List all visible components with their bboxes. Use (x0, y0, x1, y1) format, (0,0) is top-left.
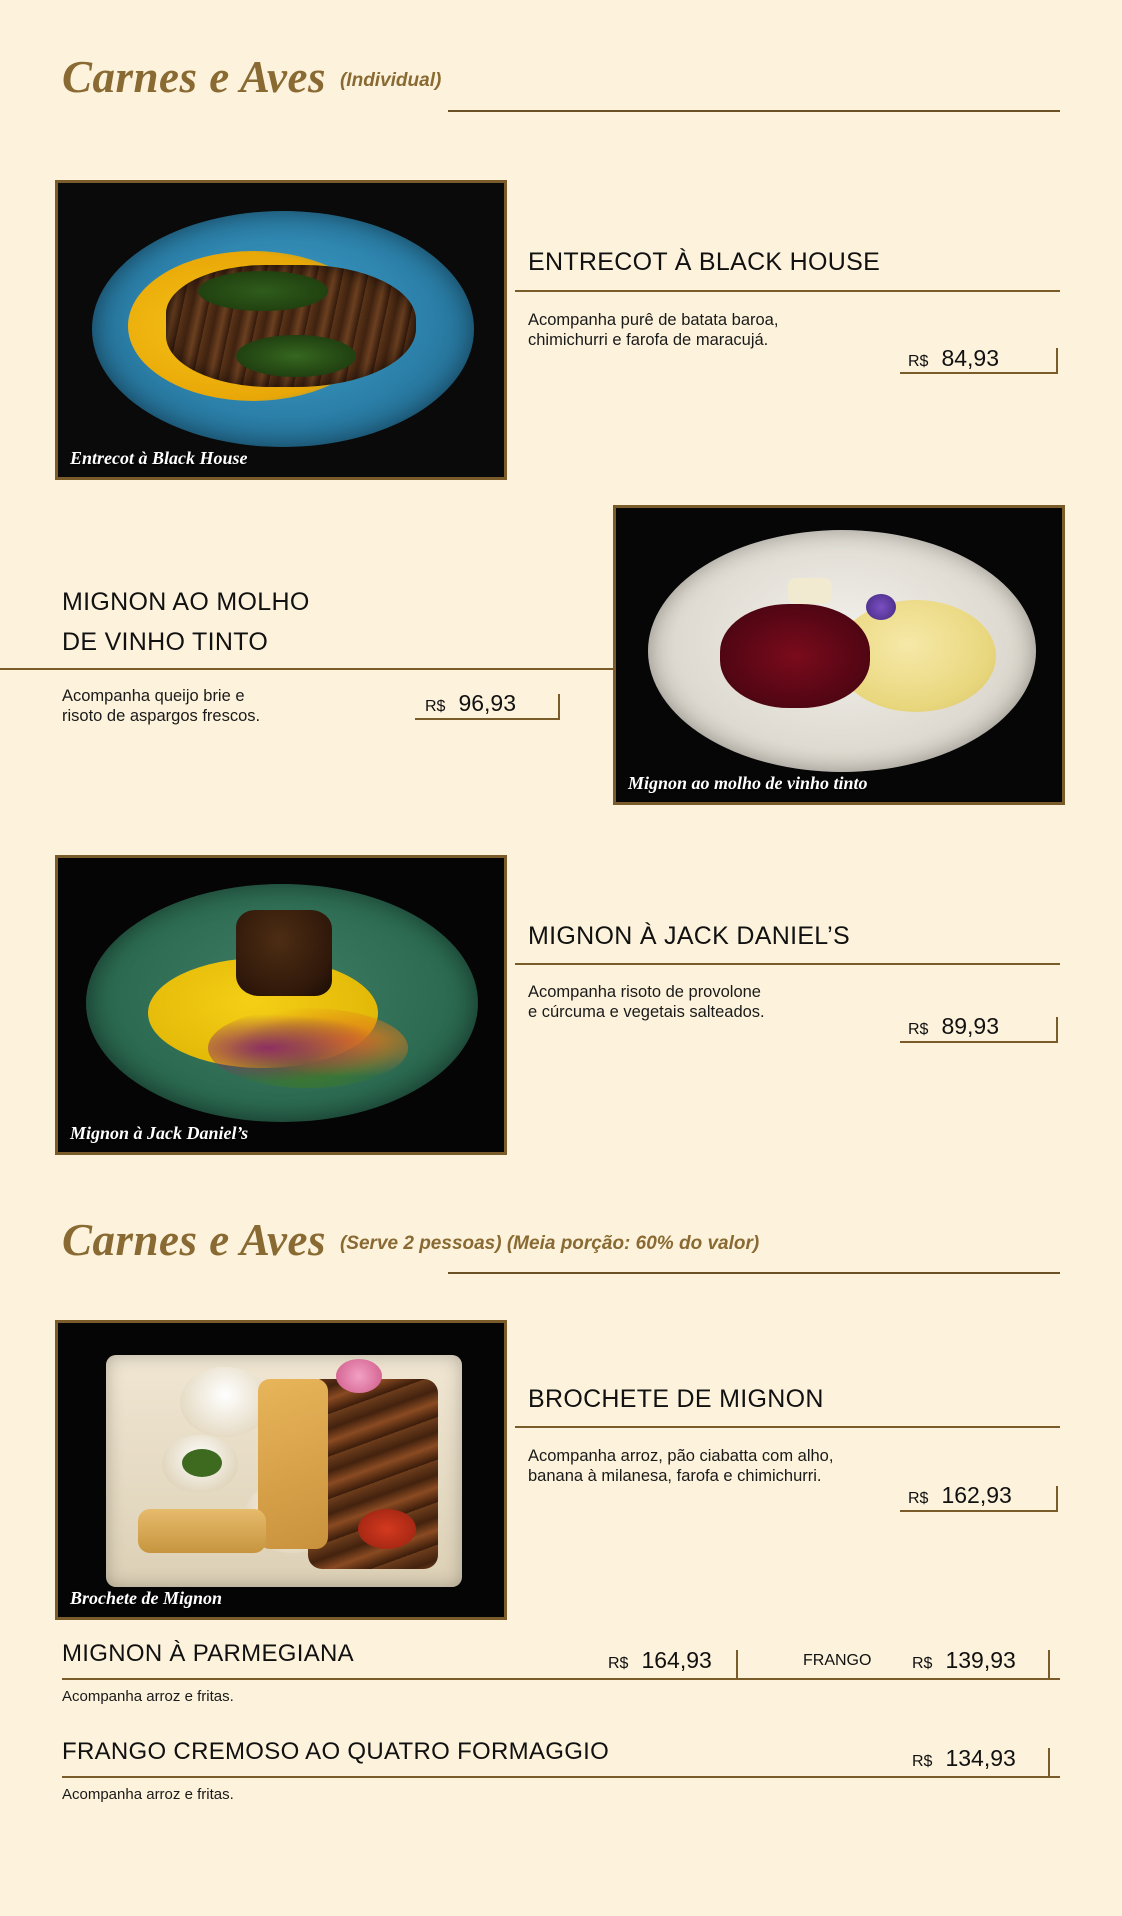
dish-photo-jack-daniels (55, 855, 507, 1155)
dish-desc-mignon-vinho-line1: Acompanha queijo brie e (62, 687, 245, 705)
dish-name-mignon-vinho-line1: MIGNON AO MOLHO (62, 588, 310, 616)
dish-name-jack-daniels: MIGNON À JACK DANIEL’S (528, 922, 850, 950)
herb-shape (198, 271, 328, 311)
price-tick (1056, 348, 1058, 374)
dish-name-entrecot: ENTRECOT À BLACK HOUSE (528, 248, 881, 276)
price-tick (1048, 1748, 1050, 1776)
dish-photo-brochete (55, 1320, 507, 1620)
price-tick (558, 694, 560, 720)
dish-desc-brochete-line1: Acompanha arroz, pão ciabatta com alho, (528, 1447, 834, 1465)
price-tick (1056, 1486, 1058, 1512)
price-value: 89,93 (941, 1013, 1000, 1039)
price-value: 84,93 (941, 345, 1000, 371)
price-tick (1056, 1017, 1058, 1043)
variant-label-frango: FRANGO (803, 1652, 872, 1669)
dish-desc-entrecot-line2: chimichurri e farofa de maracujá. (528, 331, 769, 349)
dish-photo-entrecot (55, 180, 507, 480)
price-tick (736, 1650, 738, 1678)
garnish-shape (788, 578, 832, 604)
dish-desc-jack-daniels-line2: e cúrcuma e vegetais salteados. (528, 1003, 765, 1021)
dish-name-frango-cremoso: FRANGO CREMOSO AO QUATRO FORMAGGIO (62, 1738, 610, 1765)
price-underline (900, 1041, 1058, 1043)
dish-rule (515, 963, 1060, 965)
bowl-shape-1 (180, 1367, 270, 1437)
dish-photo-caption: Mignon à Jack Daniel’s (70, 1123, 249, 1143)
section-header-serve2 (62, 1215, 760, 1265)
section-subtitle: (Individual) (339, 70, 442, 91)
section-title: Carnes e Aves (62, 52, 326, 102)
dish-rule (515, 290, 1060, 292)
dish-rule (0, 668, 613, 670)
vegetables-shape (208, 1008, 408, 1088)
dish-photo-mignon-vinho (613, 505, 1065, 805)
dish-desc-mignon-vinho-line2: risoto de aspargos frescos. (62, 707, 261, 725)
dish-desc-frango-cremoso: Acompanha arroz e fritas. (62, 1786, 234, 1803)
dish-name-parmegiana: MIGNON À PARMEGIANA (62, 1640, 354, 1667)
dish-rule (62, 1776, 1060, 1778)
dish-price-jack-daniels (908, 1013, 999, 1040)
section-rule (448, 110, 1060, 112)
flower-shape (866, 594, 896, 620)
price-value: 139,93 (945, 1647, 1016, 1673)
dish-rule (62, 1678, 1060, 1680)
dish-photo-caption: Brochete de Mignon (70, 1588, 223, 1608)
price-underline (900, 372, 1058, 374)
sauce-green-shape (182, 1449, 222, 1477)
price-currency: R$ (425, 698, 446, 715)
section-rule (448, 1272, 1060, 1274)
price-underline (900, 1510, 1058, 1512)
dish-photo-caption: Mignon ao molho de vinho tinto (628, 773, 868, 793)
dish-price-entrecot (908, 345, 999, 372)
bread-shape (258, 1379, 328, 1549)
dish-price-frango-cremoso (912, 1745, 1016, 1772)
dish-name-mignon-vinho-line2: DE VINHO TINTO (62, 628, 269, 656)
price-tick (1048, 1650, 1050, 1678)
dish-desc-brochete-line2: banana à milanesa, farofa e chimichurri. (528, 1467, 822, 1485)
flower-shape (336, 1359, 382, 1393)
price-value: 164,93 (641, 1647, 712, 1673)
price-currency: R$ (908, 1021, 929, 1038)
section-header-individual (62, 52, 442, 102)
price-currency: R$ (608, 1655, 629, 1672)
wine-sauce-shape (720, 604, 870, 708)
price-currency: R$ (908, 1490, 929, 1507)
herb-shape-2 (236, 335, 356, 377)
section-subtitle: (Serve 2 pessoas) (Meia porção: 60% do valor) (339, 1233, 760, 1254)
price-value: 162,93 (941, 1482, 1012, 1508)
price-currency: R$ (912, 1753, 933, 1770)
dish-rule (515, 1426, 1060, 1428)
price-currency: R$ (912, 1655, 933, 1672)
dish-desc-parmegiana: Acompanha arroz e fritas. (62, 1688, 234, 1705)
mignon-shape (236, 910, 332, 996)
bread-stick-shape (138, 1509, 266, 1553)
tomato-shape (358, 1509, 416, 1549)
dish-price-brochete (908, 1482, 1012, 1509)
dish-price-parmegiana-frango (912, 1647, 1016, 1674)
dish-desc-jack-daniels-line1: Acompanha risoto de provolone (528, 983, 761, 1001)
price-underline (415, 718, 560, 720)
dish-name-brochete: BROCHETE DE MIGNON (528, 1385, 824, 1413)
price-value: 96,93 (458, 690, 517, 716)
section-title: Carnes e Aves (62, 1215, 326, 1265)
price-value: 134,93 (945, 1745, 1016, 1771)
dish-desc-entrecot-line1: Acompanha purê de batata baroa, (528, 311, 779, 329)
dish-price-mignon-vinho (425, 690, 516, 717)
price-currency: R$ (908, 353, 929, 370)
dish-photo-caption: Entrecot à Black House (70, 448, 248, 468)
dish-price-parmegiana (608, 1647, 712, 1674)
